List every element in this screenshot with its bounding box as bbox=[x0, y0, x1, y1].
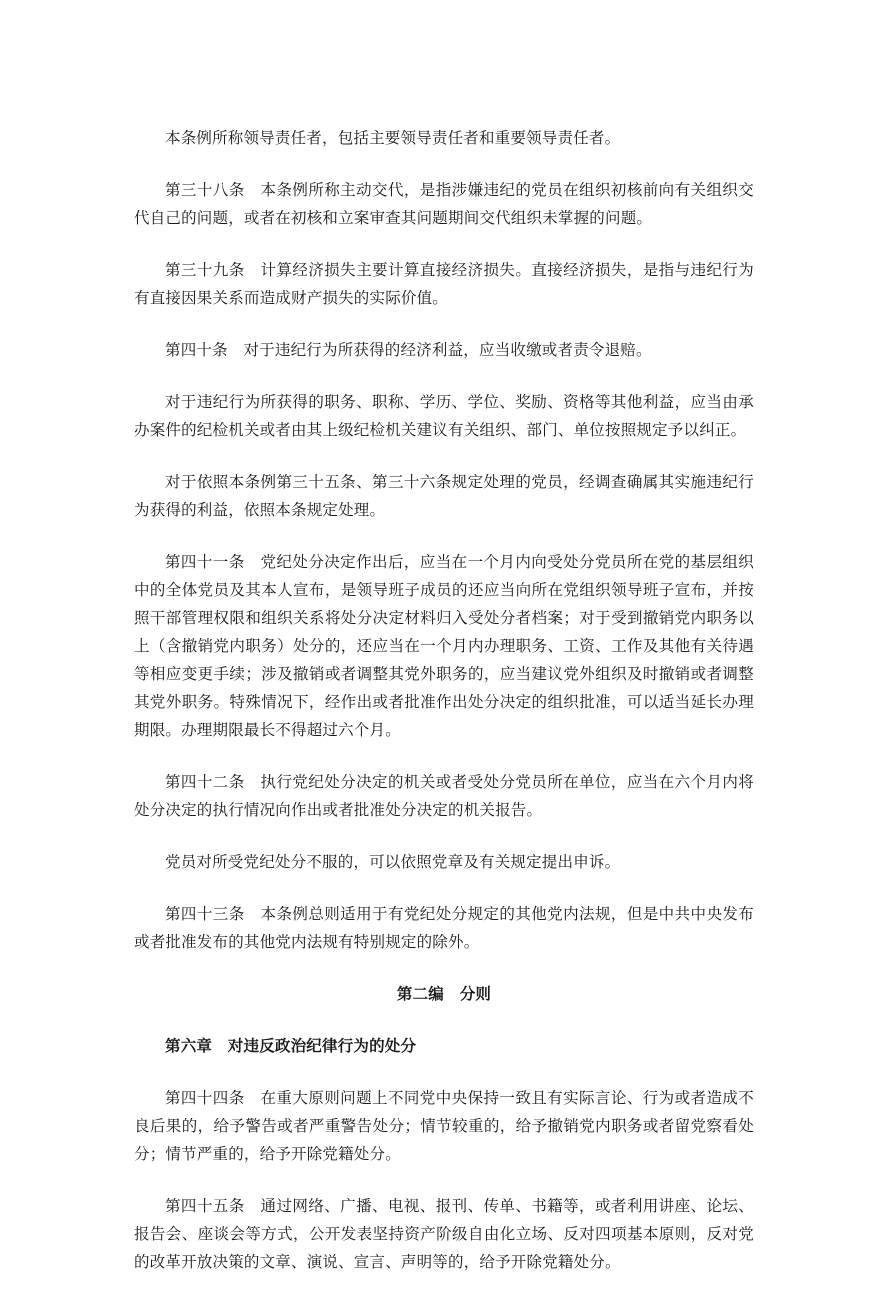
document-body bbox=[134, 124, 754, 1300]
article-39: 第三十九条 计算经济损失主要计算直接经济损失。直接经济损失，是指与违纪行为有直接因果关系而造成财产损失的实际价值。 bbox=[134, 261, 754, 307]
article-43: 第四十三条 本条例总则适用于有党纪处分规定的其他党内法规，但是中共中央发布或者批准发布的其他党内法规有特别规定的除外。 bbox=[134, 905, 754, 951]
article-40-paragraph-3: 对于依照本条例第三十五条、第三十六条规定处理的党员，经调查确属其实施违纪行为获得的利益，依照本条规定处理。 bbox=[134, 473, 754, 519]
article-44: 第四十四条 在重大原则问题上不同党中央保持一致且有实际言论、行为或者造成不良后果的，给予警告或者严重警告处分；情节较重的，给予撤销党内职务或者留党察看处分；情节严重的，给予开除党籍处分。 bbox=[134, 1089, 754, 1163]
paragraph-leadership-definition: 本条例所称领导责任者，包括主要领导责任者和重要领导责任者。 bbox=[165, 129, 621, 147]
chapter-heading: 第六章 对违反政治纪律行为的处分 bbox=[165, 1036, 417, 1055]
article-41: 第四十一条 党纪处分决定作出后，应当在一个月内向受处分党员所在党的基层组织中的全体党员及其本人宣布，是领导班子成员的还应当向所在党组织领导班子宣布，并按照干部管理权限和组织关系将处分决定材料归入受处分者档案；对于受到撤销党内职务以上（含撤销党内职务）处分的，还应当在一个月内办理职务、工资、工作及其他有关待遇等相应变更手续；涉及撤销或者调整其党外职务的，应当建议党外组织及时撤销或者调整其党外职务。特殊情况下，经作出或者批准作出处分决定的组织批准，可以适当延长办理期限。办理期限最长不得超过六个月。 bbox=[134, 553, 754, 739]
part-heading: 第二编 分则 bbox=[396, 984, 492, 1003]
article-42-paragraph-2: 党员对所受党纪处分不服的，可以依照党章及有关规定提出申诉。 bbox=[165, 853, 621, 871]
article-45: 第四十五条 通过网络、广播、电视、报刊、传单、书籍等，或者利用讲座、论坛、报告会、座谈会等方式，公开发表坚持资产阶级自由化立场、反对四项基本原则，反对党的改革开放决策的文章、演说、宣言、声明等的，给予开除党籍处分。 bbox=[134, 1197, 754, 1271]
article-42: 第四十二条 执行党纪处分决定的机关或者受处分党员所在单位，应当在六个月内将处分决定的执行情况向作出或者批准处分决定的机关报告。 bbox=[134, 773, 754, 819]
article-38: 第三十八条 本条例所称主动交代，是指涉嫌违纪的党员在组织初核前向有关组织交代自己的问题，或者在初核和立案审查其问题期间交代组织未掌握的问题。 bbox=[134, 181, 754, 227]
article-40-paragraph-2: 对于违纪行为所获得的职务、职称、学历、学位、奖励、资格等其他利益，应当由承办案件的纪检机关或者由其上级纪检机关建议有关组织、部门、单位按照规定予以纠正。 bbox=[134, 393, 754, 439]
article-40: 第四十条 对于违纪行为所获得的经济利益，应当收缴或者责令退赔。 bbox=[165, 341, 652, 359]
